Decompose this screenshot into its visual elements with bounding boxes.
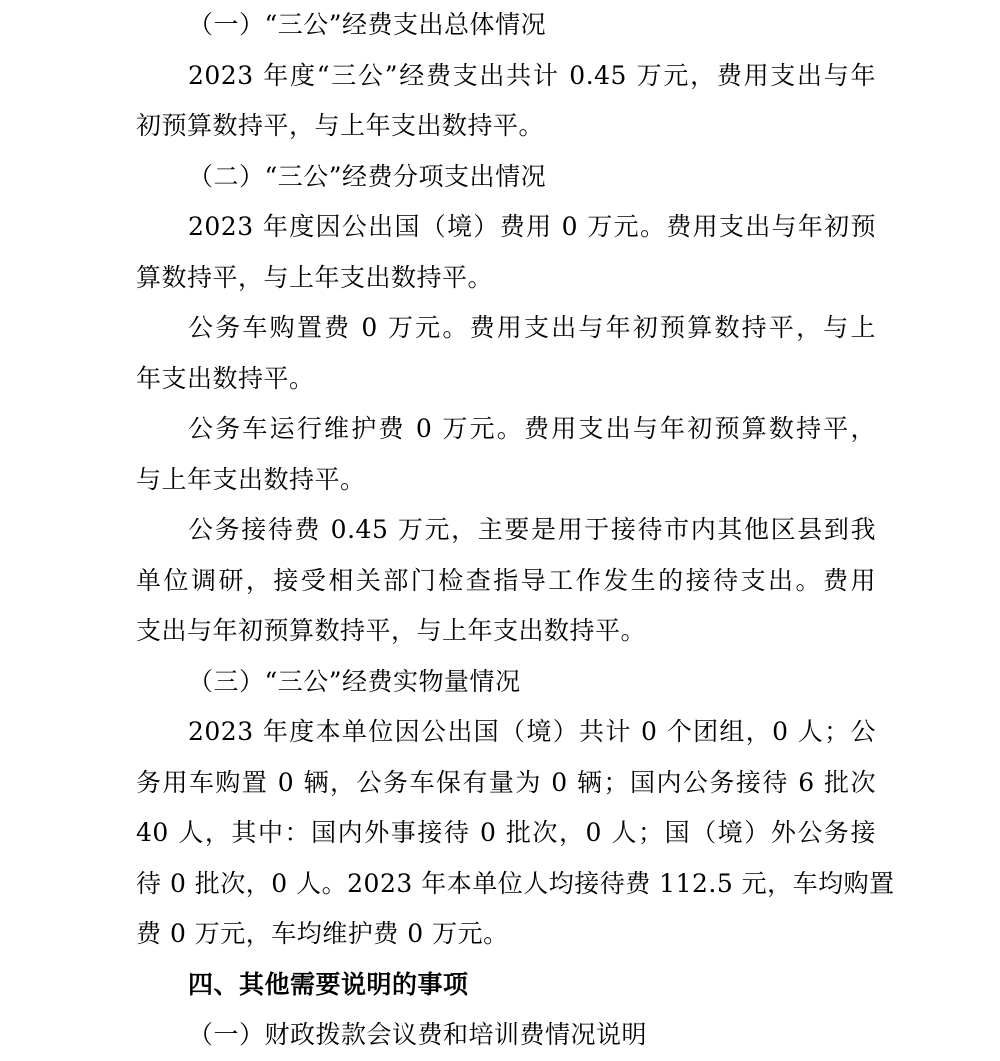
section-subheading: （一）“三公”经费支出总体情况: [188, 10, 547, 39]
paragraph: [136, 505, 876, 657]
paragraph-line: 2023 年度“三公”经费支出共计 0.45 万元，费用支出与年: [188, 60, 876, 90]
paragraph-line: 公务车购置费 0 万元。费用支出与年初预算数持平，与上: [188, 313, 876, 342]
paragraph-line: 务用车购置 0 辆，公务车保有量为 0 辆；国内公务接待 6 批次: [136, 767, 876, 797]
paragraph: [136, 404, 876, 505]
section-subheading: （三）“三公”经费实物量情况: [188, 666, 521, 696]
paragraph: [136, 51, 876, 152]
section-subheading: （一）财政拨款会议费和培训费情况说明: [188, 1020, 648, 1049]
paragraph-line: 年支出数持平。: [136, 363, 315, 393]
paragraph-line: 单位调研，接受相关部门检查指导工作发生的接待支出。费用: [136, 565, 876, 595]
paragraph-line: 费 0 万元，车均维护费 0 万元。: [136, 919, 509, 948]
paragraph: [136, 303, 876, 404]
paragraph-line: 初预算数持平，与上年支出数持平。: [136, 111, 545, 140]
paragraph-line: 2023 年度本单位因公出国（境）共计 0 个团组，0 人；公: [188, 717, 876, 746]
document-body: [136, 0, 895, 1061]
section-subheading: （二）“三公”经费分项支出情况: [188, 161, 547, 191]
section-heading: 四、其他需要说明的事项: [188, 969, 469, 999]
paragraph-line: 待 0 批次，0 人。2023 年本单位人均接待费 112.5 元，车均购置: [136, 868, 895, 898]
paragraph-line: 与上年支出数持平。: [136, 464, 366, 494]
paragraph-line: 公务车运行维护费 0 万元。费用支出与年初预算数持平，: [188, 414, 876, 443]
paragraph: [136, 202, 876, 303]
paragraph-line: 40 人，其中：国内外事接待 0 批次，0 人；国（境）外公务接: [136, 818, 876, 847]
paragraph-line: 公务接待费 0.45 万元，主要是用于接待市内其他区县到我: [188, 515, 876, 544]
paragraph-line: 支出与年初预算数持平，与上年支出数持平。: [136, 616, 647, 645]
paragraph-line: 2023 年度因公出国（境）费用 0 万元。费用支出与年初预: [188, 212, 876, 241]
paragraph: [136, 707, 895, 960]
paragraph-line: 算数持平，与上年支出数持平。: [136, 262, 494, 292]
